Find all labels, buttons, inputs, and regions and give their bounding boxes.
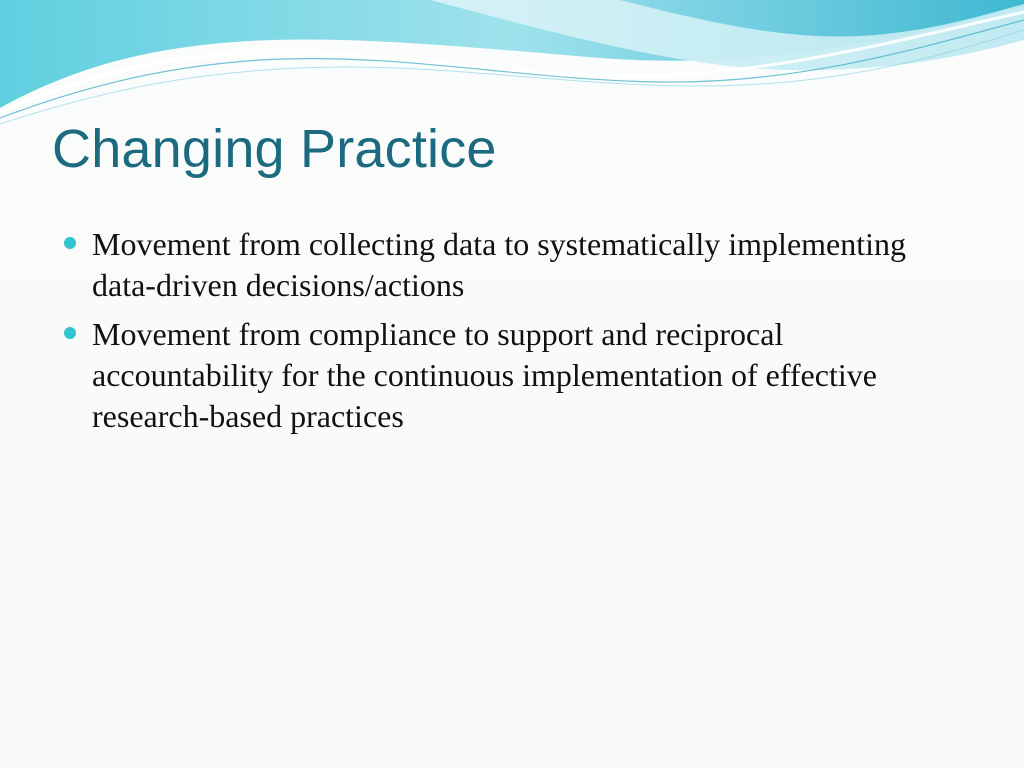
bullet-dot-icon bbox=[64, 237, 76, 249]
bullet-text: Movement from compliance to support and reciprocal accountability for the continuous implementation of effective research-based practices bbox=[92, 316, 877, 434]
bullet-list bbox=[60, 224, 940, 445]
slide-title: Changing Practice bbox=[52, 119, 497, 179]
bullet-item bbox=[60, 224, 940, 306]
bullet-text: Movement from collecting data to systematically implementing data-driven decisions/actions bbox=[92, 226, 907, 303]
bullet-item bbox=[60, 314, 940, 437]
bullet-dot-icon bbox=[64, 327, 76, 339]
